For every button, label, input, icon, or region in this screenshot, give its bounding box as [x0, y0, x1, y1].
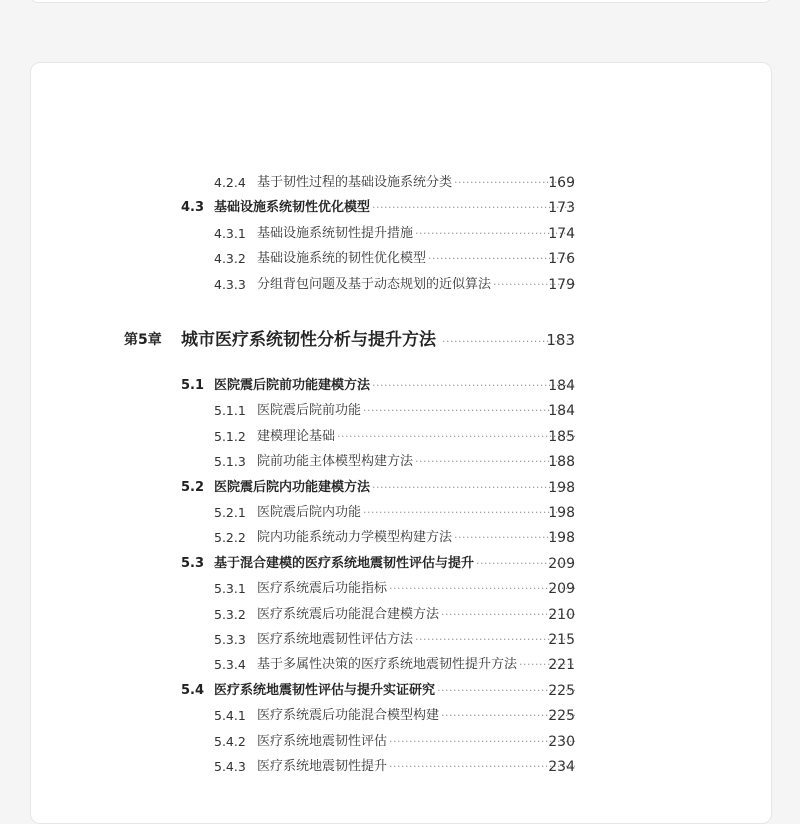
section-title: 医院震后院前功能 — [257, 403, 362, 419]
page-number: 188 — [548, 454, 575, 471]
entry-leader — [257, 630, 575, 650]
section-title: 医疗系统震后功能指标 — [257, 581, 388, 597]
section-number: 4.2.4 — [214, 175, 246, 190]
toc-section-row[interactable] — [0, 554, 800, 574]
page-number: 184 — [548, 378, 575, 394]
section-title: 建模理论基础 — [257, 428, 336, 444]
leader-dots — [372, 376, 575, 396]
entry-leader — [257, 579, 575, 599]
section-number: 5.3 — [181, 555, 205, 571]
page-number: 174 — [548, 225, 575, 242]
entry-leader — [257, 427, 575, 447]
entry-leader — [214, 198, 575, 218]
toc-subsection-row[interactable] — [0, 732, 800, 752]
section-number: 4.3.2 — [214, 251, 246, 267]
section-title: 院内功能系统动力学模型构建方法 — [257, 530, 453, 546]
entry-leader — [257, 528, 575, 548]
section-number: 5.2.1 — [214, 505, 246, 520]
section-number: 5.3.1 — [214, 581, 246, 597]
section-number: 5.2.2 — [214, 530, 246, 546]
entry-leader — [257, 732, 575, 752]
section-number: 5.4.2 — [214, 733, 246, 749]
section-number: 4.3.3 — [214, 276, 246, 292]
entry-leader — [214, 554, 575, 574]
entry-leader — [257, 757, 575, 777]
toc-subsection-row[interactable] — [0, 452, 800, 472]
toc-subsection-row[interactable] — [0, 401, 800, 421]
page-number: 173 — [548, 200, 575, 217]
leader-dots — [337, 427, 575, 447]
leader-dots — [363, 401, 575, 421]
section-title: 基于多属性决策的医疗系统地震韧性提升方法 — [257, 657, 518, 673]
toc-subsection-row[interactable] — [0, 503, 800, 523]
entry-leader — [257, 452, 575, 472]
entry-leader — [257, 706, 575, 726]
section-title: 医院震后院内功能建模方法 — [214, 479, 371, 495]
page-number: 221 — [548, 657, 575, 674]
section-title: 医疗系统震后功能混合模型构建 — [257, 708, 440, 724]
entry-leader — [257, 655, 575, 675]
leader-dots — [389, 732, 575, 752]
chapter-page-number: 183 — [546, 331, 575, 349]
previous-page-card — [30, 0, 772, 3]
toc-subsection-row[interactable] — [0, 605, 800, 625]
entry-leader — [214, 681, 575, 701]
chapter-leader — [181, 326, 575, 356]
section-number: 5.4.1 — [214, 708, 246, 724]
page-number: 225 — [548, 708, 575, 725]
chapter-heading[interactable] — [0, 326, 800, 354]
entry-leader — [257, 224, 575, 244]
toc-subsection-row[interactable] — [0, 579, 800, 599]
toc-subsection-row[interactable] — [0, 528, 800, 548]
leader-dots — [389, 579, 575, 599]
chapter-label: 第5章 — [124, 332, 162, 348]
section-title: 基础设施系统韧性提升措施 — [257, 225, 414, 241]
section-title: 医疗系统地震韧性评估 — [257, 733, 388, 749]
toc-section-row[interactable] — [0, 681, 800, 701]
section-number: 5.1.3 — [214, 454, 246, 470]
page-number: 209 — [548, 555, 575, 572]
toc-section-row[interactable] — [0, 478, 800, 498]
section-title: 医疗系统地震韧性评估与提升实证研究 — [214, 682, 436, 698]
section-number: 5.4.3 — [214, 759, 246, 774]
section-title: 基础设施系统的韧性优化模型 — [257, 251, 427, 267]
leader-dots — [372, 198, 575, 218]
section-title: 医院震后院前功能建模方法 — [214, 378, 371, 393]
toc-section-row[interactable] — [0, 376, 800, 396]
toc-subsection-row[interactable] — [0, 630, 800, 650]
entry-leader — [257, 503, 575, 523]
page-number: 230 — [548, 733, 575, 750]
section-number: 5.3.4 — [214, 657, 246, 673]
section-title: 医院震后院内功能 — [257, 505, 362, 520]
entry-leader — [257, 605, 575, 625]
section-number: 5.1 — [181, 378, 205, 393]
section-number: 5.3.3 — [214, 632, 246, 647]
toc-subsection-row[interactable] — [0, 249, 800, 269]
page-number: 210 — [548, 606, 575, 623]
toc-subsection-row[interactable] — [0, 757, 800, 777]
page-number: 185 — [548, 428, 575, 445]
chapter-title: 城市医疗系统韧性分析与提升方法 — [181, 330, 436, 350]
toc-subsection-row[interactable] — [0, 655, 800, 675]
entry-leader — [214, 478, 575, 498]
toc-subsection-row[interactable] — [0, 275, 800, 295]
section-number: 5.3.2 — [214, 606, 246, 622]
page-number: 198 — [548, 505, 575, 521]
leader-dots — [372, 478, 575, 498]
entry-leader — [214, 376, 575, 396]
section-number: 5.1.2 — [214, 428, 246, 444]
page-number: 215 — [548, 632, 575, 648]
toc-subsection-row[interactable] — [0, 173, 800, 193]
section-title: 医疗系统震后功能混合建模方法 — [257, 606, 440, 622]
page-number: 198 — [548, 530, 575, 547]
page-number: 179 — [548, 276, 575, 293]
toc-subsection-row[interactable] — [0, 427, 800, 447]
entry-leader — [257, 249, 575, 269]
toc-subsection-row[interactable] — [0, 706, 800, 726]
leader-dots — [389, 757, 575, 777]
entry-leader — [257, 275, 575, 295]
section-number: 5.4 — [181, 682, 205, 698]
entry-leader — [257, 401, 575, 421]
section-number: 5.2 — [181, 479, 205, 495]
page-number: 209 — [548, 581, 575, 598]
page-number: 176 — [548, 251, 575, 268]
page-number: 184 — [548, 403, 575, 420]
section-title: 分组背包问题及基于动态规划的近似算法 — [257, 276, 492, 292]
page-number: 234 — [548, 759, 575, 775]
section-title: 医疗系统地震韧性提升 — [257, 759, 388, 774]
page-number: 225 — [548, 682, 575, 699]
section-title: 院前功能主体模型构建方法 — [257, 454, 414, 470]
leader-dots — [363, 503, 575, 523]
section-title: 基于混合建模的医疗系统地震韧性评估与提升 — [214, 555, 475, 571]
section-title: 基于韧性过程的基础设施系统分类 — [257, 175, 453, 190]
section-number: 5.1.1 — [214, 403, 246, 419]
section-title: 医疗系统地震韧性评估方法 — [257, 632, 414, 647]
section-number: 4.3.1 — [214, 225, 246, 241]
toc-subsection-row[interactable] — [0, 224, 800, 244]
toc-section-row[interactable] — [0, 198, 800, 218]
page-number: 198 — [548, 479, 575, 496]
page-number: 169 — [548, 175, 575, 191]
entry-leader — [257, 173, 575, 193]
section-title: 基础设施系统韧性优化模型 — [214, 200, 371, 216]
section-number: 4.3 — [181, 200, 205, 216]
